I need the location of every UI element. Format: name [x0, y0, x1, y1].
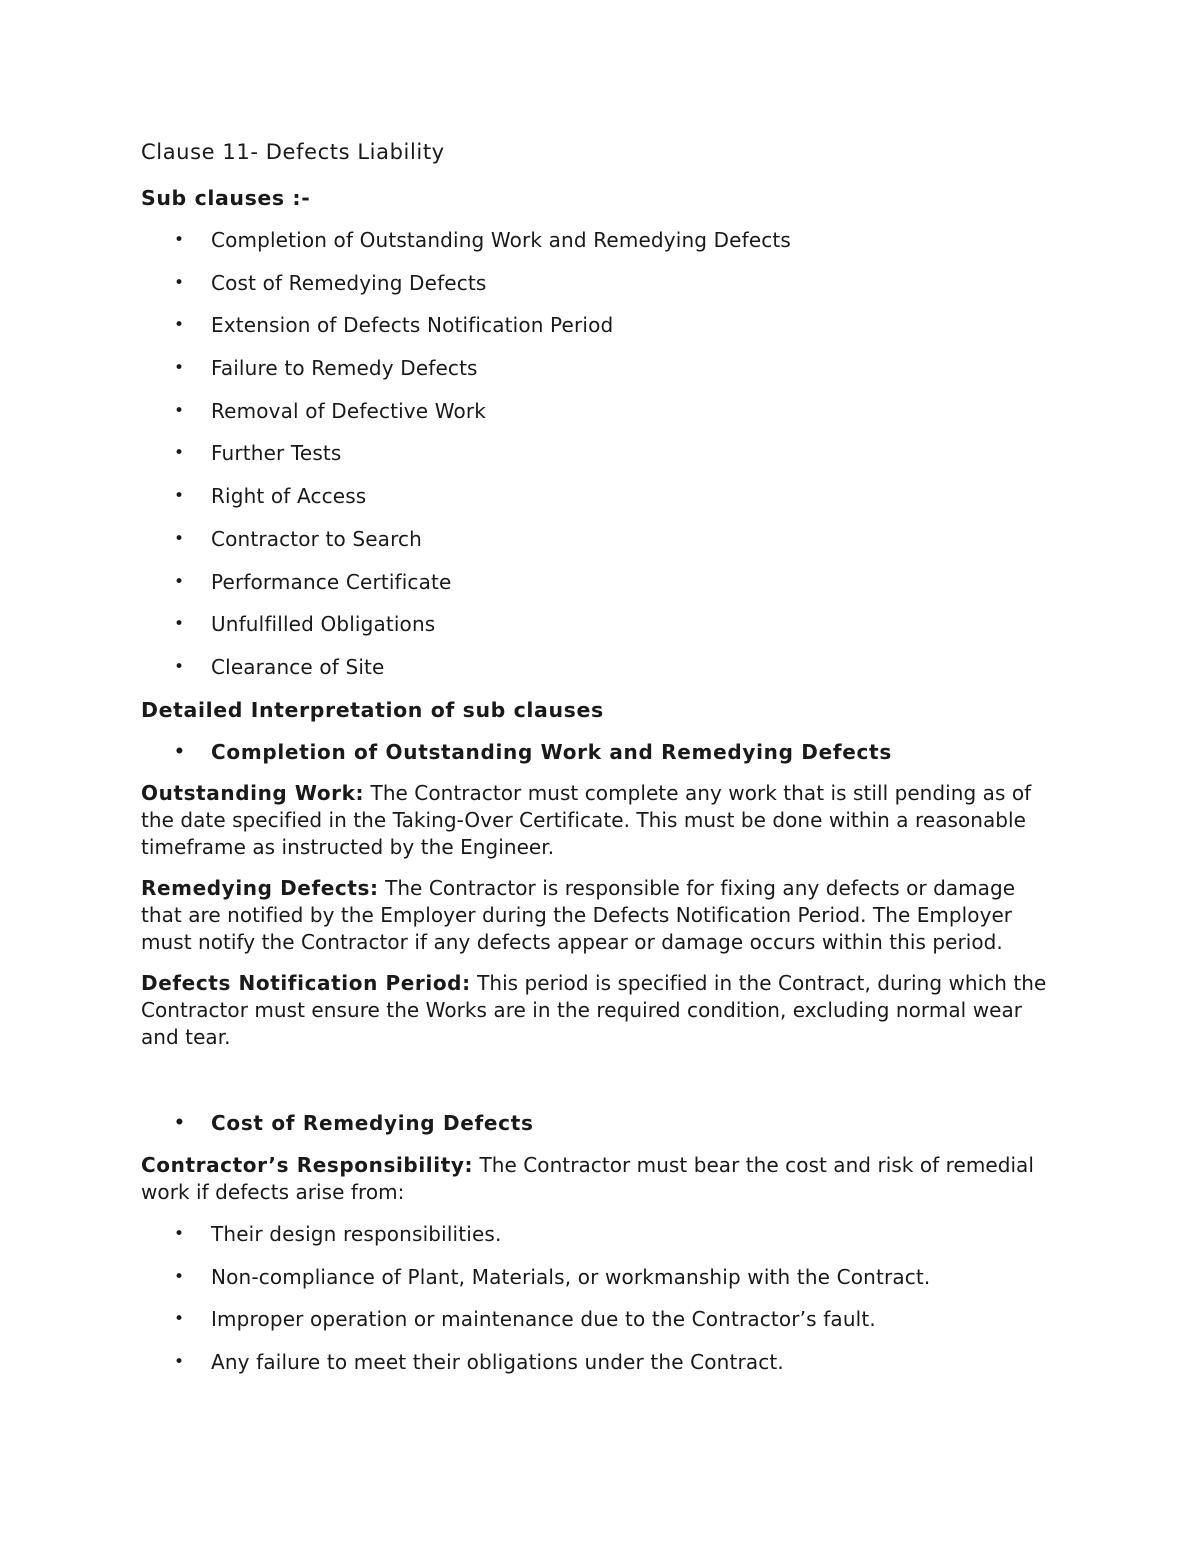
bullet-icon: •	[174, 656, 185, 677]
sub-clauses-list	[141, 226, 1061, 681]
paragraph-remedying-defects: Remedying Defects: The Contractor is responsible for fixing any defects or damage that are notified by the Employer during the Defects Notification Period. The Employer must notify the Contractor if any defects appear or damage occurs within this period.	[141, 876, 1016, 955]
list-item: • Non-compliance of Plant, Materials, or workmanship with the Contract.	[174, 1264, 931, 1289]
bullet-icon: •	[174, 614, 185, 635]
clause-title: Clause 11- Defects Liability	[141, 140, 445, 164]
bullet-icon: •	[174, 571, 185, 592]
section2-heading: • Cost of Remedying Defects	[174, 1111, 534, 1136]
paragraph-defects-notification-period: Defects Notification Period: This period is specified in the Contract, during which the Contractor must ensure the Works are in the required condition, excluding normal wear and tear.	[141, 971, 1047, 1050]
bullet-icon: •	[174, 230, 185, 250]
list-item: • Removal of Defective Work	[174, 398, 486, 423]
section1-heading: • Completion of Outstanding Work and Remedying Defects	[174, 739, 892, 764]
spacer	[141, 1065, 1061, 1109]
bullet-icon: •	[174, 1113, 186, 1134]
document-page	[141, 137, 1061, 1391]
bullet-icon: •	[174, 272, 185, 293]
list-item: • Failure to Remedy Defects	[174, 356, 478, 381]
list-item: • Right of Access	[174, 484, 367, 509]
responsibility-list	[141, 1220, 1061, 1376]
detailed-heading: Detailed Interpretation of sub clauses	[141, 697, 604, 722]
bullet-icon: •	[174, 1223, 185, 1244]
list-item: • Cost of Remedying Defects	[174, 270, 487, 295]
bullet-icon: •	[174, 315, 185, 336]
bullet-icon: •	[174, 741, 186, 762]
section2-heading-list	[141, 1109, 1061, 1137]
bullet-icon: •	[174, 1266, 185, 1287]
list-item: • Extension of Defects Notification Period	[174, 313, 614, 338]
sub-clauses-heading: Sub clauses :-	[141, 186, 311, 210]
list-item: • Unfulfilled Obligations	[174, 612, 436, 637]
paragraph-contractor-responsibility: Contractor’s Responsibility: The Contractor must bear the cost and risk of remedial work if defects arise from:	[141, 1152, 1034, 1204]
bullet-icon: •	[174, 528, 185, 549]
list-item: • Clearance of Site	[174, 654, 385, 679]
list-item: • Their design responsibilities.	[174, 1221, 502, 1246]
list-item: • Contractor to Search	[174, 526, 422, 551]
list-item: • Any failure to meet their obligations under the Contract.	[174, 1350, 784, 1374]
bullet-icon: •	[174, 1352, 185, 1372]
paragraph-label: Contractor’s Responsibility:	[141, 1152, 474, 1177]
list-item: • Improper operation or maintenance due to the Contractor’s fault.	[174, 1307, 876, 1332]
list-item: • Performance Certificate	[174, 569, 452, 594]
bullet-icon: •	[174, 400, 185, 421]
section1-heading-list	[141, 738, 1061, 766]
paragraph-label: Outstanding Work:	[141, 781, 365, 806]
paragraph-label: Remedying Defects:	[141, 876, 379, 901]
bullet-icon: •	[174, 486, 185, 507]
list-item: • Completion of Outstanding Work and Remedying Defects	[174, 228, 791, 252]
bullet-icon: •	[174, 1309, 185, 1330]
paragraph-outstanding-work: Outstanding Work: The Contractor must complete any work that is still pending as of the date specified in the Taking-Over Certificate. This must be done within a reasonable timeframe as instructed by the Engineer.	[141, 781, 1032, 860]
paragraph-label: Defects Notification Period:	[141, 971, 471, 996]
bullet-icon: •	[174, 443, 185, 464]
list-item: • Further Tests	[174, 441, 342, 466]
bullet-icon: •	[174, 358, 185, 379]
